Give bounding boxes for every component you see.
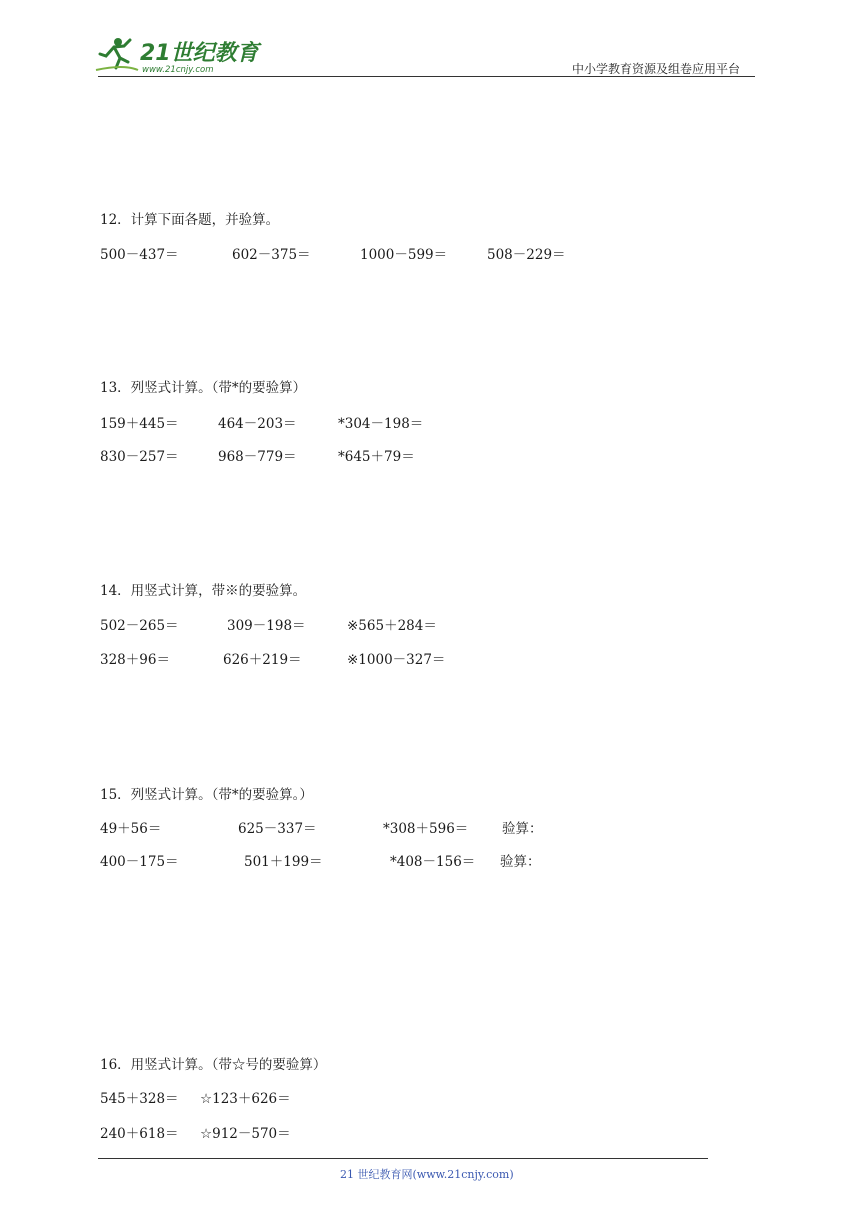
- q15-expr-4: 400－175＝: [100, 854, 179, 870]
- q12-expr-4: 508－229＝: [487, 247, 566, 263]
- q15-expr-3: *308＋596＝: [383, 821, 469, 837]
- footer-divider: [98, 1158, 708, 1159]
- question-12-title: 12．计算下面各题，并验算。: [100, 212, 280, 228]
- q14-expr-4: 328＋96＝: [100, 652, 170, 668]
- q13-expr-2: 464－203＝: [218, 416, 297, 432]
- q12-expr-3: 1000－599＝: [360, 247, 448, 263]
- question-13-title: 13．列竖式计算。（带*的要验算）: [100, 380, 307, 396]
- q14-expr-2: 309－198＝: [227, 618, 306, 634]
- footer-link[interactable]: 21 世纪教育网(www.21cnjy.com): [340, 1168, 514, 1181]
- q14-expr-6: ※1000－327＝: [347, 652, 446, 668]
- q15-check-label-1: 验算：: [502, 821, 543, 837]
- q13-expr-5: 968－779＝: [218, 449, 297, 465]
- q15-expr-6: *408－156＝: [390, 854, 476, 870]
- q16-expr-1: 545＋328＝: [100, 1091, 179, 1107]
- q12-expr-2: 602－375＝: [232, 247, 311, 263]
- q14-expr-5: 626＋219＝: [223, 652, 302, 668]
- q14-expr-1: 502－265＝: [100, 618, 179, 634]
- q13-expr-1: 159＋445＝: [100, 416, 179, 432]
- question-14-title: 14．用竖式计算，带※的要验算。: [100, 583, 307, 599]
- q12-expr-1: 500－437＝: [100, 247, 179, 263]
- q14-expr-3: ※565＋284＝: [347, 618, 437, 634]
- runner-icon: [96, 38, 138, 70]
- logo-text: 21世纪教育: [140, 41, 259, 66]
- q15-check-label-2: 验算：: [500, 854, 541, 870]
- q13-expr-4: 830－257＝: [100, 449, 179, 465]
- q13-expr-3: *304－198＝: [338, 416, 424, 432]
- q16-expr-4: ☆912－570＝: [200, 1126, 291, 1142]
- header-tagline: 中小学教育资源及组卷应用平台: [572, 62, 741, 76]
- header-divider: [98, 76, 755, 77]
- site-logo: [94, 34, 264, 78]
- q15-expr-5: 501＋199＝: [244, 854, 323, 870]
- question-16-title: 16．用竖式计算。（带☆号的要验算）: [100, 1057, 327, 1073]
- logo-url: www.21cnjy.com: [142, 65, 214, 75]
- q13-expr-6: *645＋79＝: [338, 449, 415, 465]
- question-15-title: 15．列竖式计算。（带*的要验算。）: [100, 787, 313, 803]
- q15-expr-1: 49＋56＝: [100, 821, 162, 837]
- q16-expr-3: 240＋618＝: [100, 1126, 179, 1142]
- q16-expr-2: ☆123＋626＝: [200, 1091, 291, 1107]
- q15-expr-2: 625－337＝: [238, 821, 317, 837]
